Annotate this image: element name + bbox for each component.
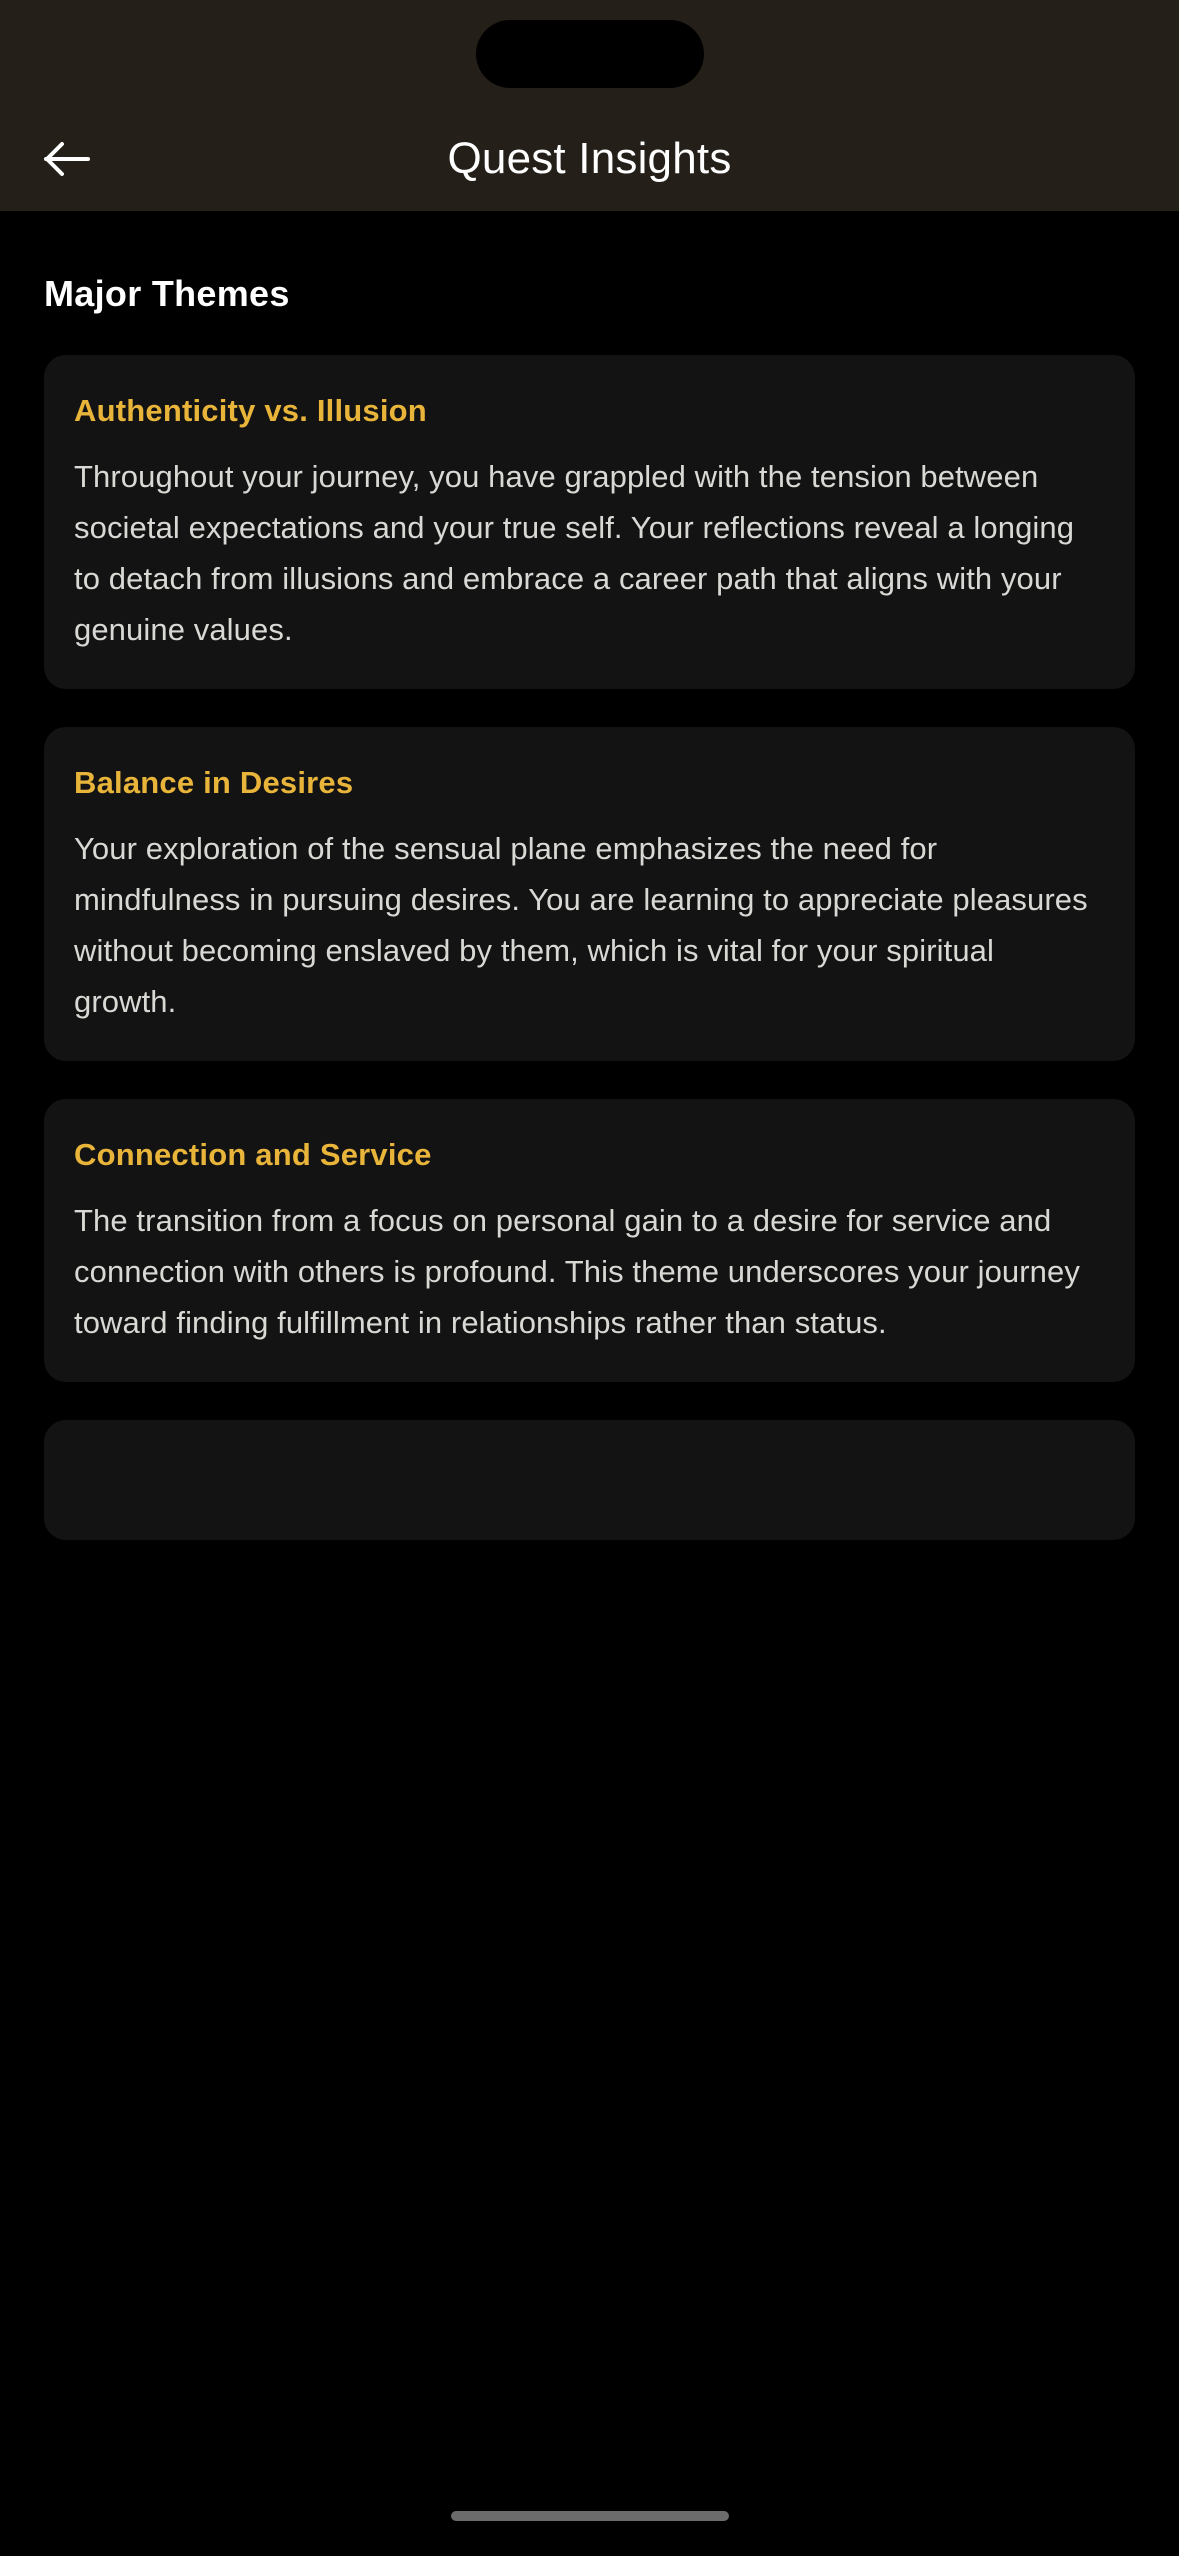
- dynamic-island: [476, 20, 704, 88]
- home-indicator[interactable]: [451, 2511, 729, 2521]
- theme-card[interactable]: [44, 355, 1135, 689]
- app-header: [0, 0, 1179, 211]
- theme-body: The transition from a focus on personal gain to a desire for service and connection with others is profound. This theme underscores your journey toward finding fulfillment in relationships rather than status.: [74, 1203, 1080, 1340]
- theme-title: Authenticity vs. Illusion: [74, 393, 427, 428]
- theme-title: Connection and Service: [74, 1137, 432, 1172]
- theme-body: Your exploration of the sensual plane emphasizes the need for mindfulness in pursuing desires. You are learning to appreciate pleasures without becoming enslaved by them, which is vital for your spiritual growth.: [74, 831, 1088, 1019]
- theme-card[interactable]: [44, 727, 1135, 1061]
- theme-card[interactable]: [44, 1099, 1135, 1382]
- section-title-major-themes: Major Themes: [44, 273, 290, 314]
- page-title: Quest Insights: [447, 134, 732, 183]
- home-indicator-area: [0, 2476, 1179, 2556]
- theme-body: Throughout your journey, you have grappled with the tension between societal expectations and your true self. Your reflections reveal a longing to detach from illusions and embrace a career path that aligns with your genuine values.: [74, 459, 1075, 647]
- theme-card-next-partial[interactable]: [44, 1420, 1135, 1540]
- insights-scroll-area[interactable]: [0, 211, 1179, 2556]
- theme-title: Balance in Desires: [74, 765, 354, 800]
